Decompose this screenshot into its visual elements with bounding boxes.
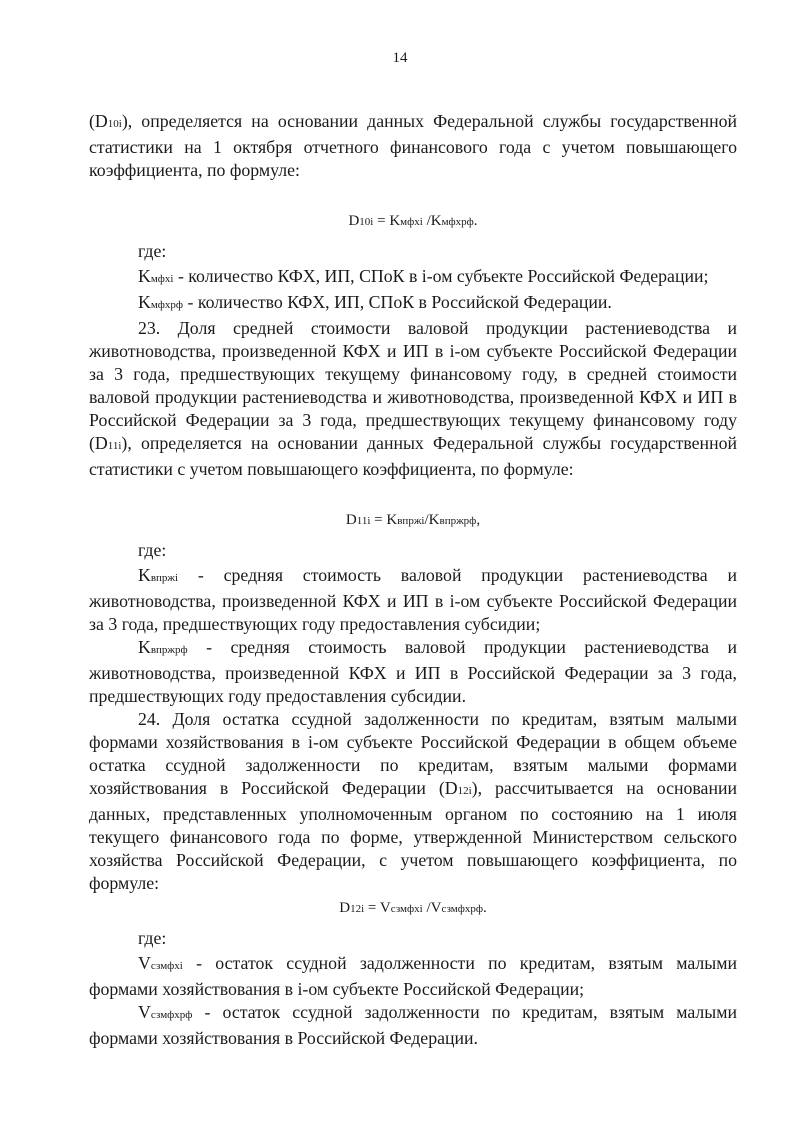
paragraph-item-23: 23. Доля средней стоимости валовой продукции растениеводства и животноводства, произведенной КФХ и ИП в i-ом субъекте Российской Федерации за 3 года, предшествующих текущему финансовому году, в средней стоимости валовой продукции растениеводства и животноводства, произведенной КФХ и ИП в Российской Федерации за 3 года, предшествующих текущему финансовому году (D11i), определяется на основании данных Федеральной службы государственной статистики с учетом повышающего коэффициента, по формуле:: [89, 318, 737, 479]
definition-kmfxi: Kмфхi - количество КФХ, ИП, СПоК в i-ом субъекте Российской Федерации;: [138, 266, 709, 286]
definition-vszmfxi: Vсзмфхi - остаток ссудной задолженности по кредитам, взятым малыми формами хозяйствования в i-ом субъекте Российской Федерации;: [89, 953, 737, 999]
document-body: [89, 110, 737, 1050]
where-label: где:: [138, 241, 167, 261]
formula-d10i: D10i = Kмфхi /Kмфхрф.: [348, 213, 478, 229]
definition-kvprzhi: Kвпржi - средняя стоимость валовой продукции растениеводства и животноводства, произведенной КФХ и ИП в i-ом субъекте Российской Федерации за 3 года, предшествующих году предоставления субсидии;: [89, 565, 737, 634]
paragraph-item-24: 24. Доля остатка ссудной задолженности по кредитам, взятым малыми формами хозяйствования в i-ом субъекте Российской Федерации в общем объеме остатка ссудной задолженности по кредитам, взятым малыми формами хозяйствования в Российской Федерации (D12i), рассчитывается на основании данных, представленных уполномоченным органом по состоянию на 1 июля текущего финансового года по форме, утвержденной Министерством сельского хозяйства Российской Федерации, с учетом повышающего коэффициента, по формуле:: [89, 709, 737, 893]
definition-kmfxrf: Kмфхрф - количество КФХ, ИП, СПоК в Российской Федерации.: [138, 292, 612, 312]
where-label: где:: [138, 928, 167, 948]
symbol-d11i: D11i: [94, 433, 122, 453]
definition-vszmfxrf: Vсзмфхрф - остаток ссудной задолженности по кредитам, взятым малыми формами хозяйствования в Российской Федерации.: [89, 1002, 737, 1048]
formula-d12i: D12i = Vсзмфхi /Vсзмфхрф.: [339, 900, 487, 916]
page-number: 14: [392, 50, 408, 66]
where-label: где:: [138, 540, 167, 560]
formula-d11i: D11i = Kвпржi/Kвпржрф,: [345, 512, 481, 528]
symbol-d12i: D12i: [444, 778, 472, 798]
symbol-d10i: D10i: [94, 111, 122, 131]
definition-kvprzhrf: Kвпржрф - средняя стоимость валовой продукции растениеводства и животноводства, произведенной КФХ и ИП в Российской Федерации за 3 года, предшествующих году предоставления субсидии.: [89, 637, 737, 706]
paragraph-intro: (D10i), определяется на основании данных Федеральной службы государственной статистики на 1 октября отчетного финансового года с учетом повышающего коэффициента, по формуле:: [89, 111, 737, 180]
